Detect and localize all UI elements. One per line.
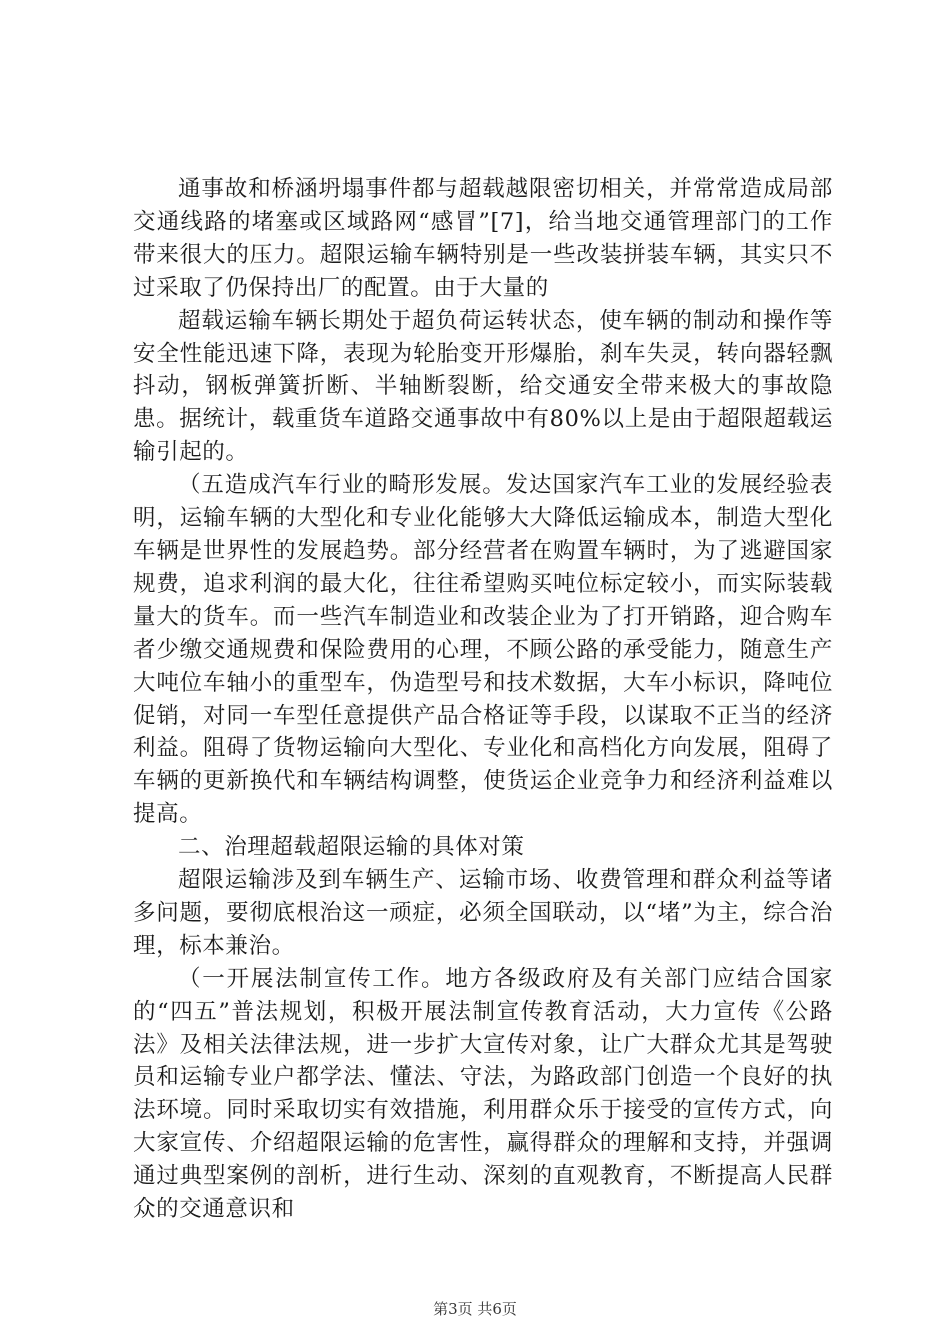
- paragraph-2: 超载运输车辆长期处于超负荷运转状态，使车辆的制动和操作等安全性能迅速下降，表现为轮胎变开形爆胎，刹车失灵，转向器轻飘抖动，钢板弹簧折断、半轴断裂断，给交通安全带来极大的事故隐患。据统计，载重货车道路交通事故中有80%以上是由于超限超载运输引起的。: [133, 307, 833, 466]
- paragraph-5: （一开展法制宣传工作。地方各级政府及有关部门应结合国家的“四五”普法规划，积极开展法制宣传教育活动，大力宣传《公路法》及相关法律法规，进一步扩大宣传对象，让广大群众尤其是驾驶员和运输专业户都学法、懂法、守法，为路政部门创造一个良好的执法环境。同时采取切实有效措施，利用群众乐于接受的宣传方式，向大家宣传、介绍超限运输的危害性，赢得群众的理解和支持，并强调通过典型案例的剖析，进行生动、深刻的直观教育，不断提高人民群众的交通意识和: [133, 965, 833, 1223]
- paragraph-3: （五造成汽车行业的畸形发展。发达国家汽车工业的发展经验表明，运输车辆的大型化和专业化能够大大降低运输成本，制造大型化车辆是世界性的发展趋势。部分经营者在购置车辆时，为了逃避国家规费，追求利润的最大化，往往希望购买吨位标定较小，而实际装载量大的货车。而一些汽车制造业和改装企业为了打开销路，迎合购车者少缴交通规费和保险费用的心理，不顾公路的承受能力，随意生产大吨位车轴小的重型车，伪造型号和技术数据，大车小标识，降吨位促销，对同一车型任意提供产品合格证等手段，以谋取不正当的经济利益。阻碍了货物运输向大型化、专业化和高档化方向发展，阻碍了车辆的更新换代和车辆结构调整，使货运企业竞争力和经济利益难以提高。: [133, 472, 833, 828]
- document-body: [133, 173, 833, 1226]
- page-number-footer: 第3页 共6页: [433, 1300, 517, 1318]
- paragraph-4: 超限运输涉及到车辆生产、运输市场、收费管理和群众利益等诸多问题，要彻底根治这一顽症，必须全国联动，以“堵”为主，综合治理，标本兼治。: [133, 867, 833, 959]
- paragraph-1: 通事故和桥涵坍塌事件都与超载越限密切相关，并常常造成局部交通线路的堵塞或区域路网“感冒”[7]，给当地交通管理部门的工作带来很大的压力。超限运输车辆特别是一些改装拼装车辆，其实只不过采取了仍保持出厂的配置。由于大量的: [133, 176, 833, 301]
- section-heading: 二、治理超载超限运输的具体对策: [178, 834, 525, 861]
